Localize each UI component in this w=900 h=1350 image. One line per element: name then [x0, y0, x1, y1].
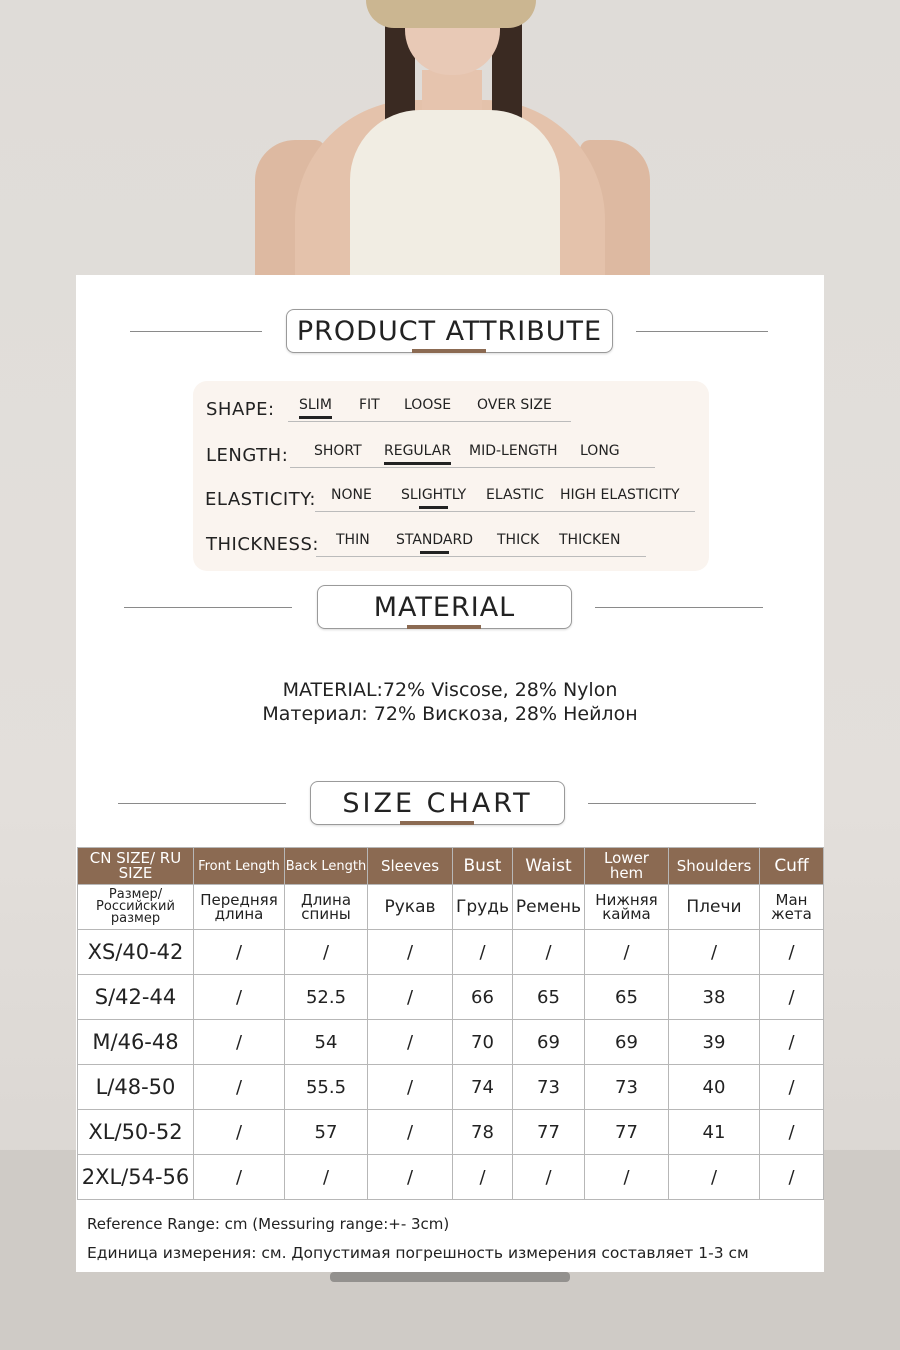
measurement-cell: / [194, 930, 285, 975]
measurement-cell: / [368, 1110, 453, 1155]
material-header [76, 585, 824, 631]
measurement-cell: / [760, 975, 824, 1020]
col-header: Bust [453, 848, 513, 885]
table-row [78, 975, 824, 1020]
attr-option: SHORT [314, 443, 362, 459]
measurement-cell: / [760, 1065, 824, 1110]
attr-option: MID-LENGTH [469, 443, 558, 459]
attr-line [290, 467, 655, 468]
attr-option: FIT [359, 397, 380, 413]
col-header-ru: Ремень [513, 885, 585, 930]
material-text-en: MATERIAL:72% Viscose, 28% Nylon [282, 679, 618, 701]
attr-option: REGULAR [384, 443, 451, 459]
measurement-cell: 77 [513, 1110, 585, 1155]
measurement-cell: / [453, 1155, 513, 1200]
size-chart-header [76, 781, 824, 827]
col-header-ru: Нижняя кайма [585, 885, 669, 930]
header-accent-bar [412, 349, 486, 353]
measurement-cell: / [585, 1155, 669, 1200]
size-chart-table [77, 847, 824, 1200]
col-header: Sleeves [368, 848, 453, 885]
size-label-cell: 2XL/54-56 [78, 1155, 194, 1200]
measurement-cell: / [760, 930, 824, 975]
header-accent-bar [407, 625, 481, 629]
col-header: Back Length [285, 848, 368, 885]
size-label-cell: S/42-44 [78, 975, 194, 1020]
attribute-header [76, 309, 824, 355]
header-row-ru [78, 885, 824, 930]
col-header-ru: Размер/ Российский размер [78, 885, 194, 930]
measurement-cell: / [669, 930, 760, 975]
size-chart-title: SIZE CHART [310, 781, 565, 825]
col-header: Cuff [760, 848, 824, 885]
attr-row-shape [193, 393, 709, 423]
attr-row-length [193, 439, 709, 469]
measurement-cell: 77 [585, 1110, 669, 1155]
attr-option: SLIGHTLY [401, 487, 466, 503]
header-line-right [588, 803, 756, 804]
attr-option: OVER SIZE [477, 397, 552, 413]
selected-underline [384, 462, 451, 465]
attr-label: LENGTH: [206, 445, 289, 466]
attr-option: SLIM [299, 397, 332, 413]
table-row [78, 1065, 824, 1110]
measurement-cell: / [194, 1110, 285, 1155]
col-header-ru: Грудь [453, 885, 513, 930]
attribute-title: PRODUCT ATTRIBUTE [286, 309, 613, 353]
header-line-right [636, 331, 768, 332]
measurement-cell: 70 [453, 1020, 513, 1065]
attr-line [315, 511, 695, 512]
attr-option: LONG [580, 443, 620, 459]
col-header-ru: Передняя длина [194, 885, 285, 930]
measurement-cell: 73 [513, 1065, 585, 1110]
header-line-right [595, 607, 763, 608]
table-row [78, 930, 824, 975]
measurement-cell: / [513, 1155, 585, 1200]
measurement-cell: / [285, 1155, 368, 1200]
measurement-cell: / [368, 930, 453, 975]
measurement-cell: 65 [585, 975, 669, 1020]
measurement-cell: / [194, 1155, 285, 1200]
header-accent-bar [400, 821, 474, 825]
measurement-cell: / [194, 1020, 285, 1065]
col-header-ru: Рукав [368, 885, 453, 930]
model-feet [330, 1272, 570, 1282]
attr-row-thickness [193, 528, 709, 558]
measurement-cell: 66 [453, 975, 513, 1020]
selected-underline [420, 551, 449, 554]
measurement-cell: / [585, 930, 669, 975]
attr-row-elasticity [193, 483, 709, 513]
measurement-cell: / [513, 930, 585, 975]
attr-option: ELASTIC [486, 487, 544, 503]
measurement-cell: / [194, 975, 285, 1020]
measurement-cell: / [760, 1020, 824, 1065]
attr-line [288, 421, 571, 422]
col-header: Waist [513, 848, 585, 885]
attr-option: LOOSE [404, 397, 452, 413]
size-rows [78, 930, 824, 1200]
size-label-cell: XL/50-52 [78, 1110, 194, 1155]
col-header: Front Length [194, 848, 285, 885]
measurement-cell: 74 [453, 1065, 513, 1110]
attr-option: STANDARD [396, 532, 473, 548]
measurement-cell: / [760, 1110, 824, 1155]
model-hat [366, 0, 536, 28]
measurement-cell: / [453, 930, 513, 975]
header-line-left [118, 803, 286, 804]
header-line-left [130, 331, 262, 332]
measurement-cell: / [760, 1155, 824, 1200]
measurement-cell: 40 [669, 1065, 760, 1110]
attr-option: THIN [336, 532, 370, 548]
measurement-cell: 52.5 [285, 975, 368, 1020]
measurement-cell: 55.5 [285, 1065, 368, 1110]
reference-note-ru: Единица измерения: см. Допустимая погрешность измерения составляет 1-3 см [87, 1244, 749, 1262]
col-header: CN SIZE/ RU SIZE [78, 848, 194, 885]
reference-note-en: Reference Range: cm (Messuring range:+- 3cm) [87, 1215, 450, 1233]
attr-option: HIGH ELASTICITY [560, 487, 680, 503]
table-row [78, 1110, 824, 1155]
size-label-cell: XS/40-42 [78, 930, 194, 975]
measurement-cell: / [285, 930, 368, 975]
product-info-card [76, 275, 824, 1272]
measurement-cell: 41 [669, 1110, 760, 1155]
measurement-cell: / [669, 1155, 760, 1200]
header-row-en [78, 848, 824, 885]
size-label-cell: L/48-50 [78, 1065, 194, 1110]
table-row [78, 1155, 824, 1200]
col-header-ru: Плечи [669, 885, 760, 930]
attr-label: SHAPE: [206, 399, 275, 420]
measurement-cell: / [194, 1065, 285, 1110]
measurement-cell: / [368, 1065, 453, 1110]
selected-underline [419, 506, 448, 509]
measurement-cell: / [368, 975, 453, 1020]
attr-option: THICKEN [559, 532, 621, 548]
col-header: Shoulders [669, 848, 760, 885]
measurement-cell: 54 [285, 1020, 368, 1065]
attr-label: ELASTICITY: [205, 489, 316, 510]
attr-option: THICK [497, 532, 540, 548]
measurement-cell: 38 [669, 975, 760, 1020]
model-neck [422, 70, 482, 110]
material-text-ru: Материал: 72% Вискоза, 28% Нейлон [262, 703, 638, 725]
attr-option: NONE [331, 487, 372, 503]
attribute-panel [193, 381, 709, 571]
measurement-cell: 69 [513, 1020, 585, 1065]
measurement-cell: / [368, 1155, 453, 1200]
col-header: Lower hem [585, 848, 669, 885]
measurement-cell: 78 [453, 1110, 513, 1155]
attr-line [316, 556, 646, 557]
selected-underline [299, 416, 332, 419]
attr-label: THICKNESS: [206, 534, 319, 555]
model-knit-top [350, 110, 560, 280]
measurement-cell: 39 [669, 1020, 760, 1065]
table-row [78, 1020, 824, 1065]
measurement-cell: 65 [513, 975, 585, 1020]
size-label-cell: M/46-48 [78, 1020, 194, 1065]
measurement-cell: 73 [585, 1065, 669, 1110]
measurement-cell: 57 [285, 1110, 368, 1155]
measurement-cell: / [368, 1020, 453, 1065]
col-header-ru: Длина спины [285, 885, 368, 930]
measurement-cell: 69 [585, 1020, 669, 1065]
header-line-left [124, 607, 292, 608]
material-title: MATERIAL [317, 585, 572, 629]
col-header-ru: Ман жета [760, 885, 824, 930]
